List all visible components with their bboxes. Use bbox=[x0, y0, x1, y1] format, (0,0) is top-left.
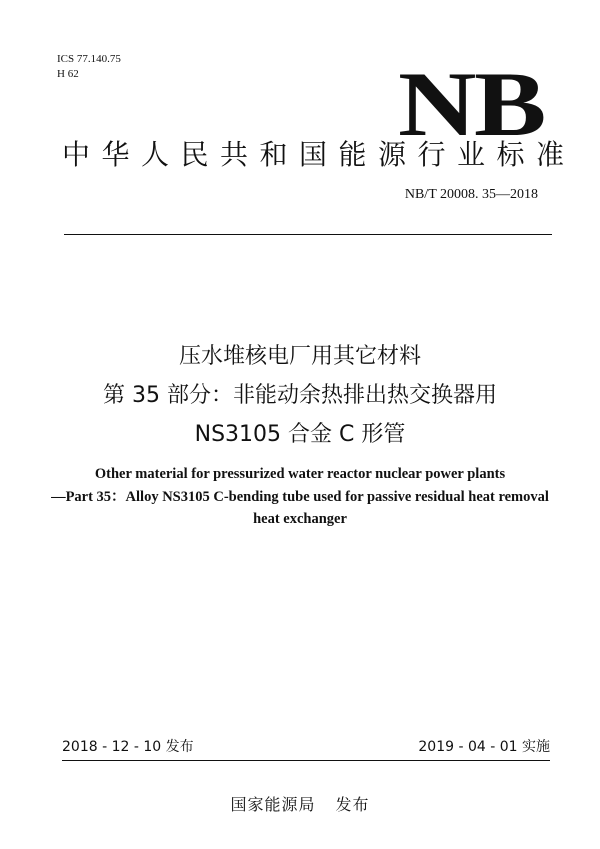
standard-code: NB/T 20008. 35—2018 bbox=[404, 187, 538, 202]
issue-date: 2018 - 12 - 10 发布 bbox=[62, 739, 194, 755]
publisher: 国家能源局 发布 bbox=[230, 795, 370, 814]
footer-divider bbox=[62, 760, 550, 761]
cn-title-line-3: NS3105 合金 C 形管 bbox=[194, 422, 406, 447]
cn-title-line-1: 压水堆核电厂用其它材料 bbox=[178, 344, 421, 369]
ics-number: ICS 77.140.75 bbox=[57, 53, 121, 65]
standard-type-heading: 中华人民共和国能源行业标准 bbox=[62, 138, 576, 171]
header-divider bbox=[64, 234, 552, 235]
en-title-line-1: Other material for pressurized water reactor nuclear power plants bbox=[94, 466, 506, 482]
en-title-line-3: heat exchanger bbox=[253, 511, 347, 527]
classification-code: H 62 bbox=[57, 68, 79, 80]
en-title-line-2: —Part 35：Alloy NS3105 C-bending tube used for passive residual heat removal bbox=[51, 489, 549, 505]
cn-title-line-2: 第 35 部分：非能动余热排出热交换器用 bbox=[103, 383, 497, 408]
implementation-date: 2019 - 04 - 01 实施 bbox=[418, 739, 550, 755]
nb-logo: NB bbox=[398, 53, 545, 155]
